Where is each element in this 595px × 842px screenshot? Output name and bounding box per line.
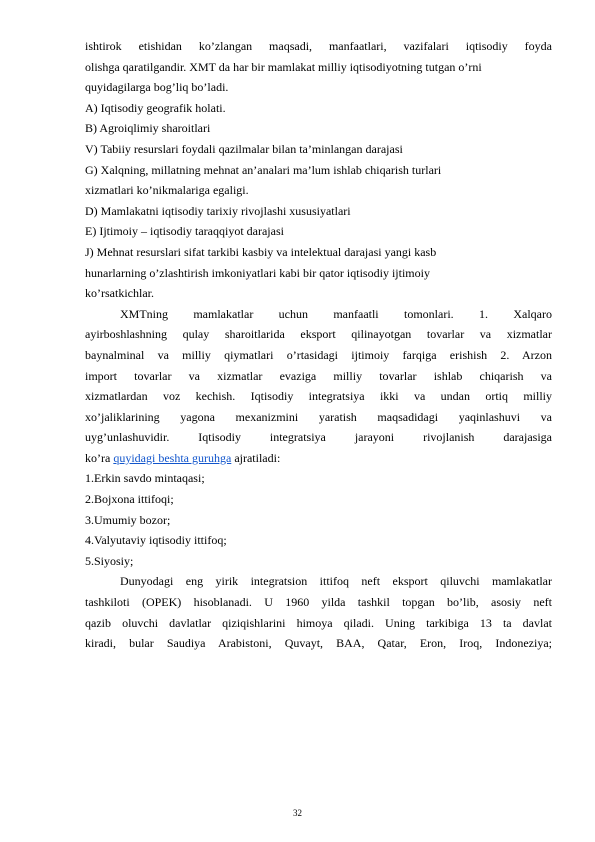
text-line: Dunyodagi eng yirik integratsion ittifoq neft eksport qiluvchi mamlakatlar — [120, 574, 552, 589]
text-line: uyg’unlashuvidir. Iqtisodiy integratsiya jarayoni rivojlanish darajasiga — [85, 430, 552, 445]
text-line: xo’jaliklarining yagona mexanizmini yaratish maqsadidagi yaqinlashuvi va — [85, 409, 552, 424]
text-line: G) Xalqning, millatning mehnat an’analari ma’lum ishlab chiqarish turlari — [85, 162, 442, 177]
text-line: ayirboshlashning qulay sharoitlarida eksport qilinayotgan tovarlar va xizmatlar — [85, 327, 552, 342]
opec-paragraph — [85, 571, 552, 653]
link-line — [85, 448, 552, 469]
text-line: B) Agroiqlimiy sharoitlari — [85, 121, 211, 136]
text-line: xizmatlardan voz kechish. Iqtisodiy integratsiya ikki va undan ortiq milliy — [85, 389, 552, 404]
text-line: tashkiloti (OPEK) hisoblanadi. U 1960 yilda tashkil topgan bo’lib, asosiy neft — [85, 595, 552, 610]
page-body — [85, 36, 552, 654]
text-line: ko’rsatkichlar. — [85, 286, 154, 301]
paragraph-block — [85, 36, 552, 448]
text-line: D) Mamlakatni iqtisodiy tarixiy rivojlashi xususiyatlari — [85, 203, 351, 218]
text-line: kiradi, bular Saudiya Arabistoni, Quvayt, BAA, Qatar, Eron, Iroq, Indoneziya; — [85, 636, 552, 651]
list-item: 3.Umumiy bozor; — [85, 512, 171, 527]
link-line-after: ajratiladi: — [231, 450, 281, 465]
text-line: hunarlarning o’zlashtirish imkoniyatlari kabi bir qator iqtisodiy ijtimoiy — [85, 265, 430, 280]
text-line: qazib oluvchi davlatlar qiziqishlarini himoya qiladi. Uning tarkibiga 13 ta davlat — [85, 615, 552, 630]
text-line: quyidagilarga bog’liq bo’ladi. — [85, 80, 229, 95]
list-item: 1.Erkin savdo mintaqasi; — [85, 471, 205, 486]
text-line: xizmatlari ko’nikmalariga egaligi. — [85, 183, 249, 198]
text-line: olishga qaratilgandir. XMT da har bir mamlakat milliy iqtisodiyotning tutgan o’rni — [85, 59, 482, 74]
text-line: V) Tabiiy resurslari foydali qazilmalar bilan ta’minlangan darajasi — [85, 141, 403, 156]
text-line: import tovarlar va xizmatlar evaziga milliy tovarlar ishlab chiqarish va — [85, 368, 552, 383]
text-line: XMTning mamlakatlar uchun manfaatli tomonlari. 1. Xalqaro — [120, 306, 552, 321]
list-item: 5.Siyosiy; — [85, 553, 134, 568]
groups-link[interactable]: quyidagi beshta guruhga — [113, 450, 232, 465]
page-number: 32 — [293, 808, 302, 818]
list-item: 2.Bojxona ittifoqi; — [85, 492, 174, 507]
text-line: J) Mehnat resurslari sifat tarkibi kasbiy va intelektual darajasi yangi kasb — [85, 244, 437, 259]
link-line-before: ko’ra — [85, 450, 114, 465]
list-item: 4.Valyutaviy iqtisodiy ittifoq; — [85, 533, 227, 548]
text-line: A) Iqtisodiy geografik holati. — [85, 100, 226, 115]
text-line: E) Ijtimoiy – iqtisodiy taraqqiyot darajasi — [85, 224, 284, 239]
text-line: baynalminal va milliy qiymatlari o’rtasidagi ijtimoiy farqiga erishish 2. Arzon — [85, 347, 552, 362]
text-line: ishtirok etishidan ko’zlangan maqsadi, manfaatlari, vazifalari iqtisodiy foyda — [85, 39, 552, 53]
integration-list — [85, 468, 552, 571]
